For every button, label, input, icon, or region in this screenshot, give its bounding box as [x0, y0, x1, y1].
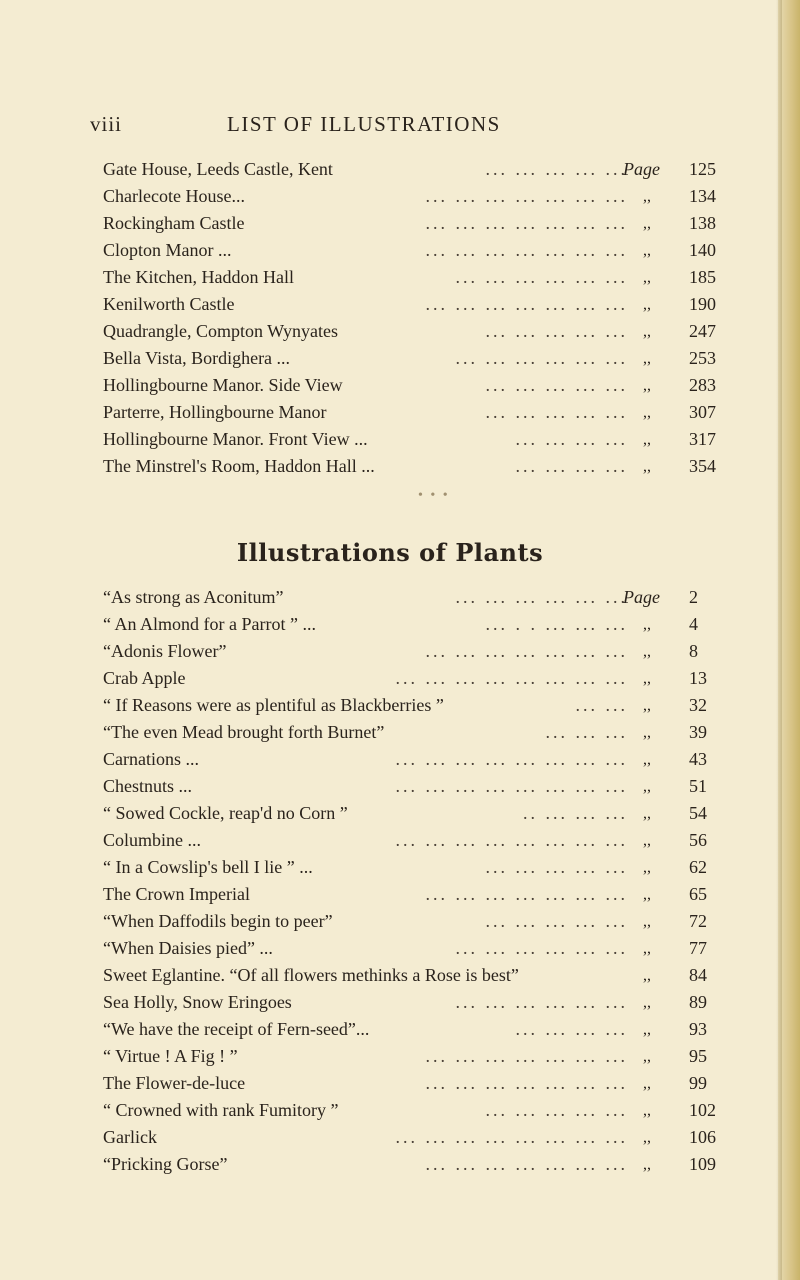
dot-leader: ... ...: [575, 695, 628, 715]
ditto-mark: ,,: [643, 913, 651, 930]
entry-page-number: 72: [689, 911, 707, 931]
dot-leader: ... ... ... ... ... ...: [455, 267, 628, 287]
entry-title: “Adonis Flower”: [103, 641, 227, 661]
entry-title: “ Crowned with rank Fumitory ”: [103, 1100, 339, 1120]
page-word: Page: [623, 159, 660, 179]
entry-page-number: 43: [689, 749, 707, 769]
entry-title: The Minstrel's Room, Haddon Hall ...: [103, 456, 375, 476]
toc-entry: [103, 746, 728, 773]
dot-leader: ... ... ... ... ... ... ...: [425, 884, 628, 904]
ditto-mark: ,,: [643, 188, 651, 205]
dot-leader: ... ... ... ... ... ... ...: [425, 1154, 628, 1174]
entry-page-number: 185: [689, 267, 716, 287]
toc-entry: [103, 908, 728, 935]
entry-title: Carnations ...: [103, 749, 199, 769]
entry-title: The Kitchen, Haddon Hall: [103, 267, 294, 287]
entry-page-number: 317: [689, 429, 716, 449]
toc-entry: [103, 827, 728, 854]
entry-title: “As strong as Aconitum”: [103, 587, 284, 607]
dot-leader: .. ... ... ...: [523, 803, 628, 823]
entry-title: Sea Holly, Snow Eringoes: [103, 992, 292, 1012]
entry-page-number: 283: [689, 375, 716, 395]
entry-title: “When Daffodils begin to peer”: [103, 911, 333, 931]
entry-page-number: 77: [689, 938, 707, 958]
dot-leader: ... ... ... ... ...: [485, 159, 628, 179]
dot-leader: ... ... ... ... ... ... ... ...: [395, 749, 628, 769]
toc-entry: [103, 345, 728, 372]
toc-entry: [103, 156, 728, 183]
toc-entry: [103, 1070, 728, 1097]
entry-title: “Pricking Gorse”: [103, 1154, 228, 1174]
toc-entry: [103, 665, 728, 692]
toc-entry: [103, 989, 728, 1016]
dot-leader: ... ... ... ... ... ... ...: [425, 294, 628, 314]
toc-entry: [103, 291, 728, 318]
entry-title: Sweet Eglantine. “Of all flowers methinks a Rose is best”: [103, 965, 519, 985]
dot-leader: ... ... ... ... ...: [485, 857, 628, 877]
toc-entry: [103, 1124, 728, 1151]
toc-entry: [103, 399, 728, 426]
ditto-mark: ,,: [643, 832, 651, 849]
ditto-mark: ,,: [643, 1129, 651, 1146]
ditto-mark: ,,: [643, 350, 651, 367]
entry-page-number: 140: [689, 240, 716, 260]
dot-leader: ... ... ... ... ... ...: [455, 587, 628, 607]
ditto-mark: ,,: [643, 778, 651, 795]
ditto-mark: ,,: [643, 1156, 651, 1173]
dot-leader: ... ... ... ...: [515, 456, 628, 476]
ditto-mark: ,,: [643, 1102, 651, 1119]
dot-leader: ... ... ... ... ...: [485, 402, 628, 422]
entry-title: The Flower-de-luce: [103, 1073, 246, 1093]
toc-entry: [103, 237, 728, 264]
toc-entry: [103, 183, 728, 210]
entry-page-number: 32: [689, 695, 707, 715]
ditto-mark: ,,: [643, 940, 651, 957]
entry-page-number: 51: [689, 776, 707, 796]
dot-leader: ... ... ... ... ... ... ...: [425, 240, 628, 260]
entry-title: “When Daisies pied” ...: [103, 938, 273, 958]
entry-title: “ If Reasons were as plentiful as Blackberries ”: [103, 695, 444, 715]
dot-leader: ... ... ... ... ...: [485, 375, 628, 395]
toc-entry: [103, 800, 728, 827]
entry-page-number: 134: [689, 186, 716, 206]
entry-page-number: 93: [689, 1019, 707, 1039]
toc-entry: [103, 1043, 728, 1070]
entry-title: Kenilworth Castle: [103, 294, 235, 314]
toc-entry: [103, 881, 728, 908]
entry-title: “ An Almond for a Parrot ” ...: [103, 614, 316, 634]
dot-leader: ... ... ... ... ...: [485, 911, 628, 931]
ditto-mark: ,,: [643, 697, 651, 714]
entry-title: Crab Apple: [103, 668, 186, 688]
entry-title: Hollingbourne Manor. Front View ...: [103, 429, 368, 449]
ditto-mark: ,,: [643, 1021, 651, 1038]
entry-page-number: 13: [689, 668, 707, 688]
ditto-mark: ,,: [643, 323, 651, 340]
dot-leader: ... ... ... ... ... ... ...: [425, 1073, 628, 1093]
ditto-mark: ,,: [643, 967, 651, 984]
toc-entry: [103, 692, 728, 719]
page-title: LIST OF ILLUSTRATIONS: [227, 112, 501, 136]
ditto-mark: ,,: [643, 269, 651, 286]
ditto-mark: ,,: [643, 431, 651, 448]
ditto-mark: ,,: [643, 670, 651, 687]
toc-entry: [103, 935, 728, 962]
toc-entry: [103, 962, 728, 989]
ditto-mark: ,,: [643, 1075, 651, 1092]
toc-entry: [103, 318, 728, 345]
toc-entry: [103, 584, 728, 611]
dot-leader: ... ... ... ... ... ... ... ...: [395, 1127, 628, 1147]
entry-page-number: 253: [689, 348, 716, 368]
toc-entry: [103, 611, 728, 638]
page-edge-shadow: [776, 0, 782, 1280]
ditto-mark: ,,: [643, 805, 651, 822]
toc-entry: [103, 453, 728, 480]
dot-leader: ... . . ... ... ...: [485, 614, 628, 634]
ditto-mark: ,,: [643, 242, 651, 259]
buildings-list: [103, 156, 728, 480]
toc-entry: [103, 1016, 728, 1043]
dot-leader: ... ... ... ... ... ... ... ...: [395, 776, 628, 796]
ditto-mark: ,,: [643, 296, 651, 313]
toc-entry: [103, 264, 728, 291]
toc-entry: [103, 426, 728, 453]
entry-page-number: 125: [689, 159, 716, 179]
ditto-mark: ,,: [643, 377, 651, 394]
entry-title: Charlecote House...: [103, 186, 245, 206]
toc-entry: [103, 773, 728, 800]
entry-page-number: 138: [689, 213, 716, 233]
ditto-mark: ,,: [643, 616, 651, 633]
entry-title: “ In a Cowslip's bell I lie ” ...: [103, 857, 313, 877]
dot-leader: ... ... ... ... ... ... ...: [425, 213, 628, 233]
entry-title: Gate House, Leeds Castle, Kent: [103, 159, 333, 179]
ditto-mark: ,,: [643, 643, 651, 660]
entry-page-number: 56: [689, 830, 707, 850]
ditto-mark: ,,: [643, 1048, 651, 1065]
entry-page-number: 190: [689, 294, 716, 314]
entry-page-number: 65: [689, 884, 707, 904]
entry-page-number: 54: [689, 803, 707, 823]
section-ornament: • • •: [418, 488, 450, 503]
running-head: [90, 112, 550, 142]
page-number: viii: [90, 112, 123, 136]
dot-leader: ... ... ... ... ... ...: [455, 348, 628, 368]
ditto-mark: ,,: [643, 458, 651, 475]
entry-title: Garlick: [103, 1127, 157, 1147]
entry-title: “ Sowed Cockle, reap'd no Corn ”: [103, 803, 348, 823]
dot-leader: ... ... ... ... ... ...: [455, 938, 628, 958]
toc-entry: [103, 1151, 728, 1178]
ditto-mark: ,,: [643, 724, 651, 741]
toc-entry: [103, 372, 728, 399]
entry-page-number: 4: [689, 614, 698, 634]
entry-page-number: 8: [689, 641, 698, 661]
entry-title: Chestnuts ...: [103, 776, 193, 796]
entry-page-number: 2: [689, 587, 698, 607]
entry-title: “ Virtue ! A Fig ! ”: [103, 1046, 238, 1066]
ditto-mark: ,,: [643, 751, 651, 768]
ditto-mark: ,,: [643, 859, 651, 876]
entry-page-number: 99: [689, 1073, 707, 1093]
ditto-mark: ,,: [643, 994, 651, 1011]
entry-title: Parterre, Hollingbourne Manor: [103, 402, 327, 422]
toc-entry: [103, 854, 728, 881]
toc-entry: [103, 719, 728, 746]
dot-leader: ... ... ... ... ... ... ... ...: [395, 830, 628, 850]
entry-title: Rockingham Castle: [103, 213, 245, 233]
entry-page-number: 106: [689, 1127, 716, 1147]
dot-leader: ... ... ... ...: [515, 429, 628, 449]
entry-page-number: 89: [689, 992, 707, 1012]
entry-page-number: 354: [689, 456, 716, 476]
entry-title: Columbine ...: [103, 830, 201, 850]
entry-title: “The even Mead brought forth Burnet”: [103, 722, 385, 742]
dot-leader: ... ... ... ... ... ... ...: [425, 641, 628, 661]
entry-title: Hollingbourne Manor. Side View: [103, 375, 343, 395]
toc-entry: [103, 210, 728, 237]
entry-title: Clopton Manor ...: [103, 240, 232, 260]
entry-page-number: 84: [689, 965, 707, 985]
entry-page-number: 39: [689, 722, 707, 742]
entry-title: Bella Vista, Bordighera ...: [103, 348, 291, 368]
ditto-mark: ,,: [643, 404, 651, 421]
entry-title: “We have the receipt of Fern-seed”...: [103, 1019, 370, 1039]
entry-page-number: 247: [689, 321, 716, 341]
entry-title: Quadrangle, Compton Wynyates: [103, 321, 339, 341]
section-heading: Illustrations of Plants: [236, 538, 544, 567]
dot-leader: ... ... ...: [545, 722, 628, 742]
entry-page-number: 95: [689, 1046, 707, 1066]
ditto-mark: ,,: [643, 886, 651, 903]
page-word: Page: [623, 587, 660, 607]
dot-leader: ... ... ... ... ...: [485, 321, 628, 341]
toc-entry: [103, 1097, 728, 1124]
entry-page-number: 109: [689, 1154, 716, 1174]
dot-leader: ... ... ... ... ... ... ... ...: [395, 668, 628, 688]
entry-page-number: 62: [689, 857, 707, 877]
toc-entry: [103, 638, 728, 665]
entry-page-number: 102: [689, 1100, 716, 1120]
dot-leader: ... ... ... ... ... ... ...: [425, 1046, 628, 1066]
dot-leader: ... ... ... ... ... ...: [455, 992, 628, 1012]
ditto-mark: ,,: [643, 215, 651, 232]
dot-leader: ... ... ... ...: [515, 1019, 628, 1039]
entry-page-number: 307: [689, 402, 716, 422]
dot-leader: ... ... ... ... ...: [485, 1100, 628, 1120]
plants-list: [103, 584, 728, 1178]
entry-title: The Crown Imperial: [103, 884, 250, 904]
dot-leader: ... ... ... ... ... ... ...: [425, 186, 628, 206]
